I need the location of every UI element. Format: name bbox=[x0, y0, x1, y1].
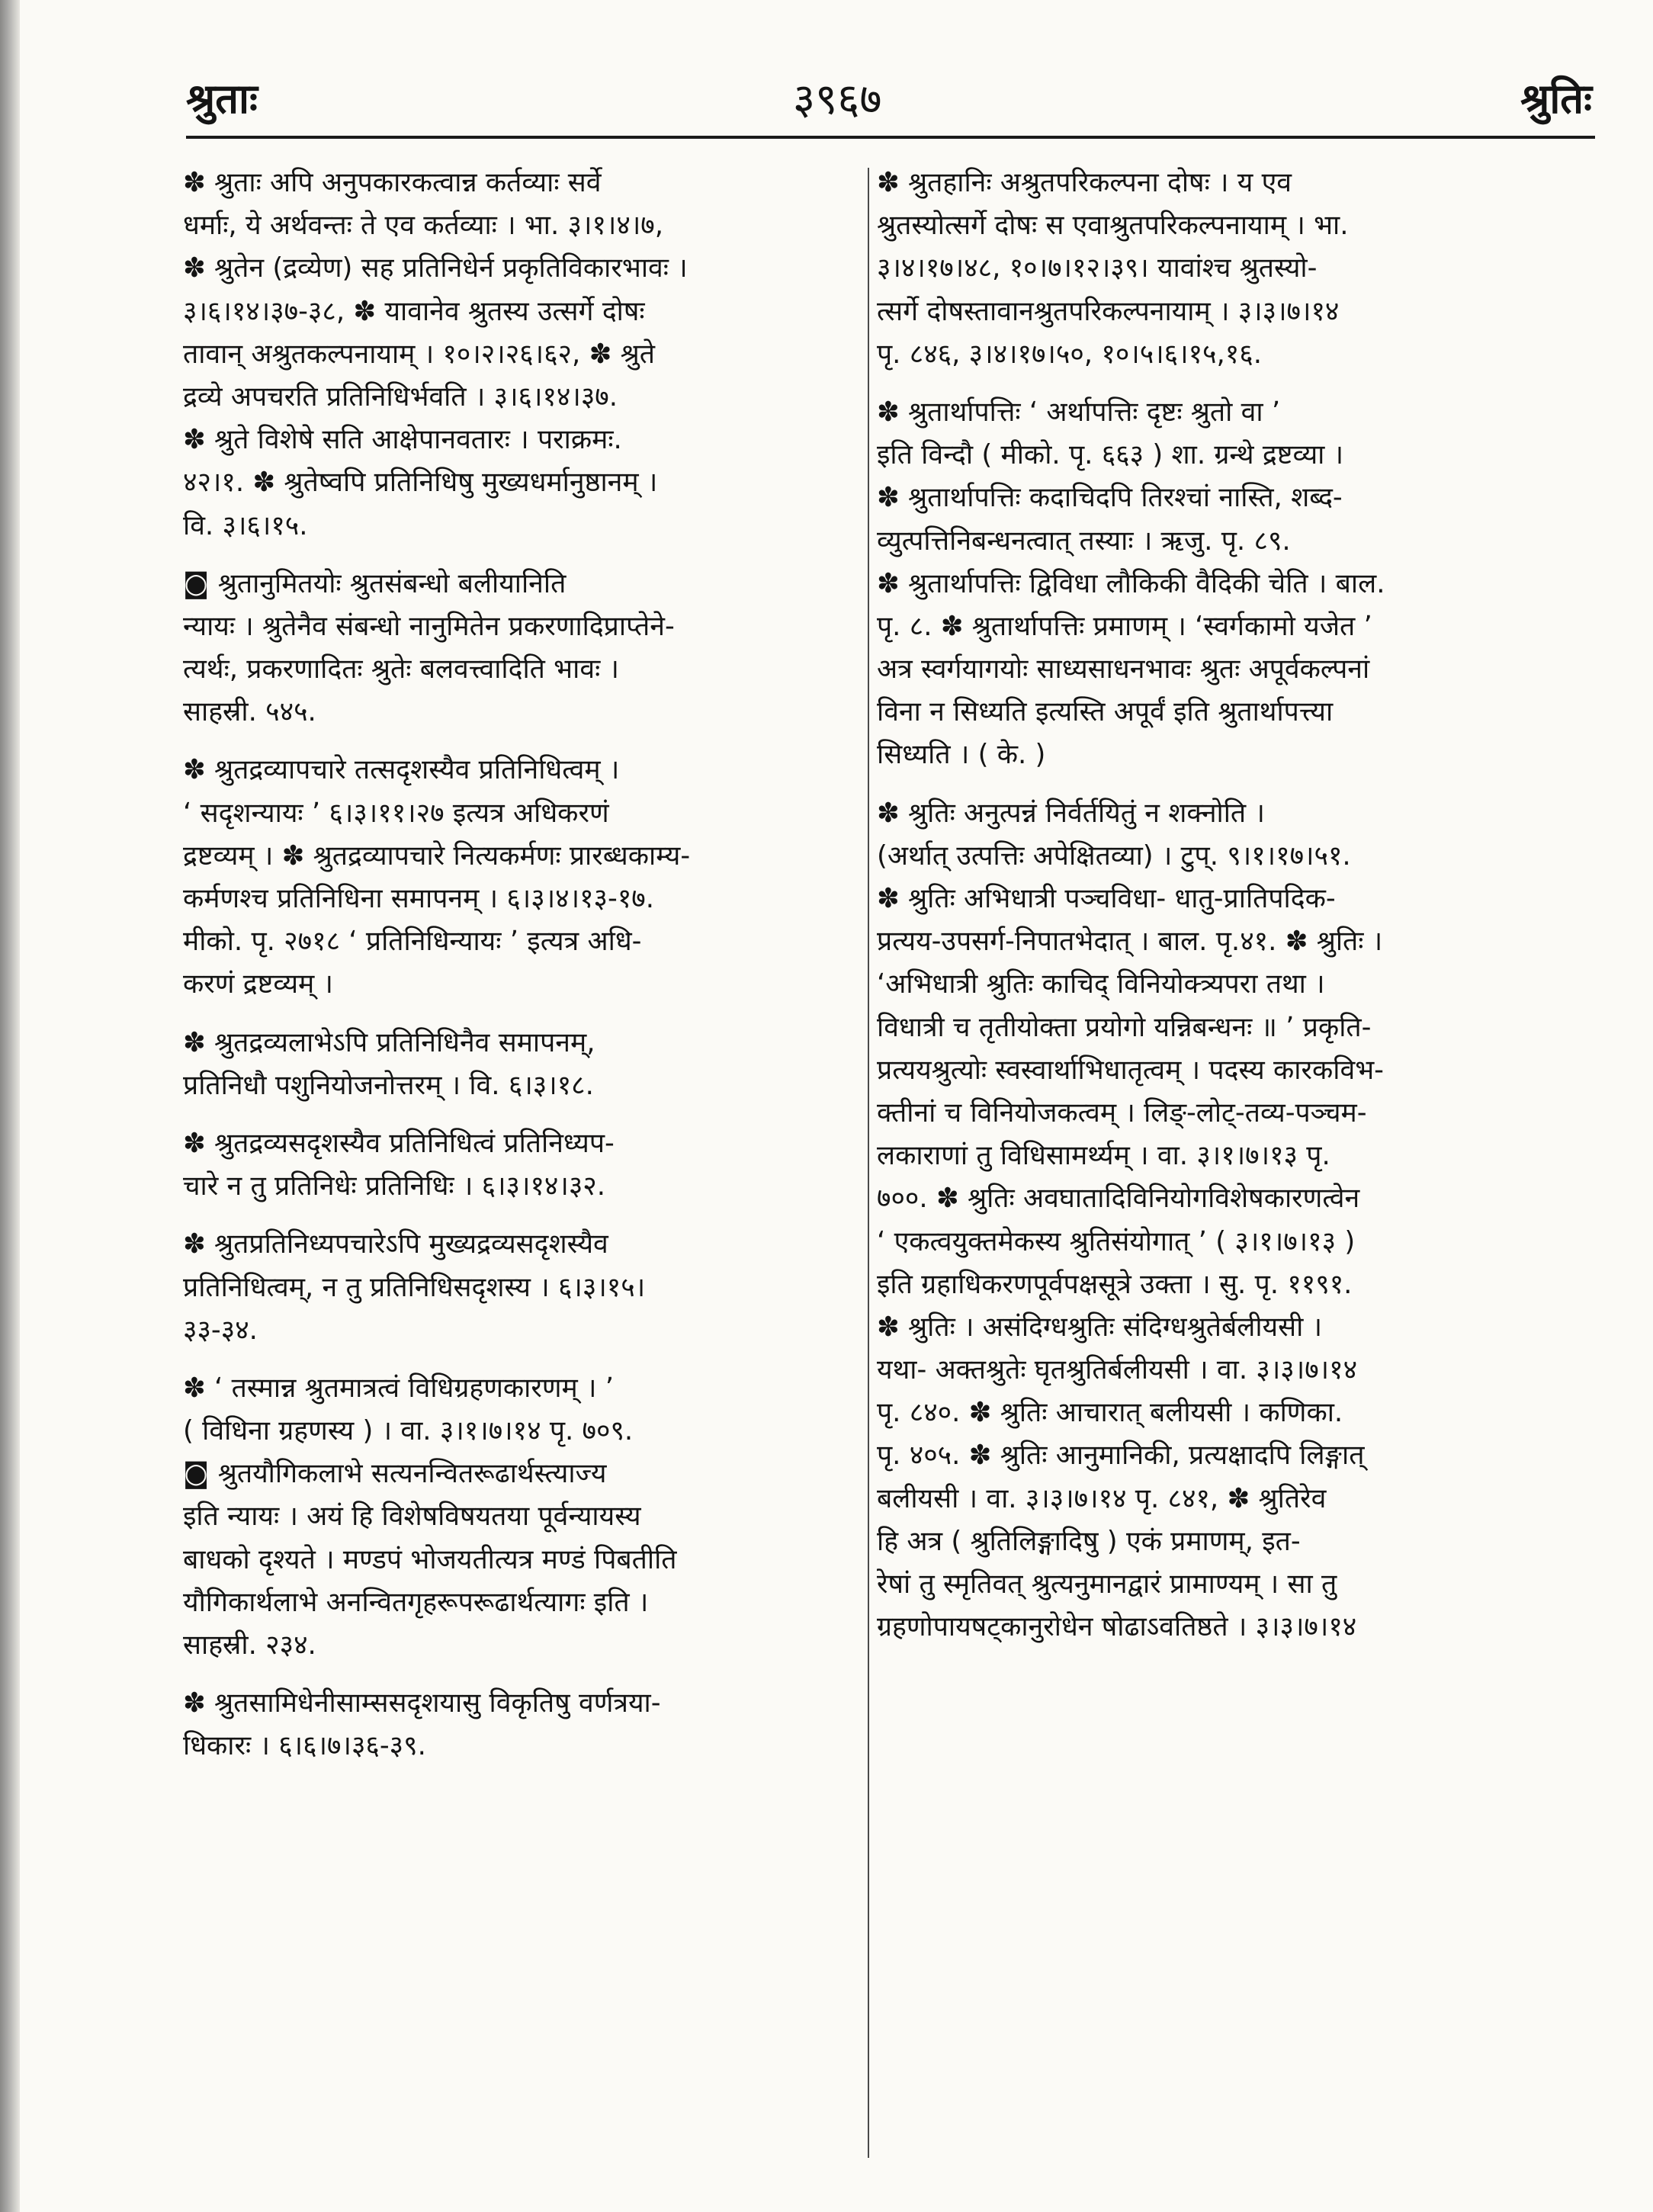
entry-gap bbox=[183, 1006, 871, 1022]
text-line: ✽ श्रुतिः । असंदिग्धश्रुतिः संदिग्धश्रुतेर्बलीयसी । bbox=[877, 1311, 1323, 1343]
text-line: (अर्थात् उत्पत्तिः अपेक्षितव्या) । टुप्. ९।१।१७।५१. bbox=[877, 840, 1351, 872]
text-line: न्यायः । श्रुतेनैव संबन्धो नानुमितेन प्रकरणादिप्राप्तेने- bbox=[183, 610, 675, 642]
text-line: ४२।१. ✽ श्रुतेष्वपि प्रतिनिधिषु मुख्यधर्मानुष्ठानम् । bbox=[183, 467, 658, 499]
text-line: तावान् अश्रुतकल्पनायाम् । १०।२।२६।६२, ✽ श्रुते bbox=[183, 338, 655, 370]
text-line: धर्माः, ये अर्थवन्तः ते एव कर्तव्याः । भा. ३।१।४।७, bbox=[183, 210, 664, 242]
page-number: ३९६७ bbox=[793, 75, 882, 124]
text-line: इति न्यायः । अयं हि विशेषविषयतया पूर्वन्यायस्य bbox=[183, 1501, 641, 1533]
text-line: ✽ श्रुतेन (द्रव्येण) सह प्रतिनिधेर्न प्रकृतिविकारभावः । bbox=[183, 252, 688, 284]
entry-gap bbox=[183, 1667, 871, 1682]
text-line: श्रुतस्योत्सर्गे दोषः स एवाश्रुतपरिकल्पनायाम् । भा. bbox=[877, 210, 1349, 242]
entry-gap bbox=[877, 376, 1577, 391]
text-line: पृ. ८४६, ३।४।१७।५०, १०।५।६।१५,१६. bbox=[877, 338, 1262, 370]
text-line: ✽ श्रुतसामिधेनीसाम्ससदृशयासु विकृतिषु वर्णत्रया- bbox=[183, 1687, 661, 1719]
text-line: चारे न तु प्रतिनिधेः प्रतिनिधिः । ६।३।१४।३२. bbox=[183, 1170, 606, 1202]
text-line: ३३-३४. bbox=[183, 1314, 258, 1346]
text-line: इति ग्रहाधिकरणपूर्वपक्षसूत्रे उक्ता । सु. पृ. ११९१. bbox=[877, 1268, 1353, 1300]
text-line: इति विन्दौ ( मीको. पृ. ६६३ ) शा. ग्रन्थे द्रष्टव्या । bbox=[877, 439, 1344, 471]
text-line: ग्रहणोपायषट्कानुरोधेन षोढाऽवतिष्ठते । ३।३।७।१४ bbox=[877, 1611, 1357, 1643]
text-line: त्सर्गे दोषस्तावानश्रुतपरिकल्पनायाम् । ३।३।७।१४ bbox=[877, 295, 1340, 327]
left-guide-word: श्रुताः bbox=[186, 75, 258, 123]
right-column bbox=[877, 162, 1577, 1649]
left-column bbox=[183, 162, 871, 1768]
text-line: पृ. ८. ✽ श्रुतार्थापत्तिः प्रमाणम् । ‘स्वर्गकामो यजेत ’ bbox=[877, 610, 1372, 642]
text-line: अत्र स्वर्गयागयोः साध्यसाधनभावः श्रुतः अपूर्वकल्पनां bbox=[877, 653, 1370, 685]
text-line: साहस्री. २३४. bbox=[183, 1629, 316, 1661]
scan-binding-edge bbox=[0, 0, 20, 2212]
text-line: ✽ श्रुतद्रव्यापचारे तत्सदृशस्यैव प्रतिनिधित्वम् । bbox=[183, 754, 620, 786]
text-line: हि अत्र ( श्रुतिलिङ्गादिषु ) एकं प्रमाणम्, इत- bbox=[877, 1525, 1301, 1557]
text-line: क्तीनां च विनियोजकत्वम् । लिङ्-लोट्-तव्य-पञ्चम- bbox=[877, 1096, 1367, 1128]
text-line: त्यर्थः, प्रकरणादितः श्रुतेः बलवत्त्वादिति भावः । bbox=[183, 653, 619, 685]
text-line: प्रतिनिधौ पशुनियोजनोत्तरम् । वि. ६।३।१८. bbox=[183, 1069, 594, 1101]
text-line: ✽ श्रुतार्थापत्तिः ‘ अर्थापत्तिः दृष्टः श्रुतो वा ’ bbox=[877, 396, 1281, 428]
text-line: ✽ श्रुताः अपि अनुपकारकत्वान्न कर्तव्याः सर्वे bbox=[183, 167, 602, 198]
text-line: ३।४।१७।४८, १०।७।१२।३९। यावांश्च श्रुतस्यो- bbox=[877, 252, 1318, 284]
text-line: विधात्री च तृतीयोक्ता प्रयोगो यन्निबन्धनः ॥ ’ प्रकृति- bbox=[877, 1011, 1372, 1043]
text-line: करणं द्रष्टव्यम् । bbox=[183, 968, 334, 1000]
text-line: ३।६।१४।३७-३८, ✽ यावानेव श्रुतस्य उत्सर्गे दोषः bbox=[183, 295, 645, 327]
entry-gap bbox=[183, 547, 871, 563]
text-line: ✽ श्रुतद्रव्यलाभेऽपि प्रतिनिधिनैव समापनम्, bbox=[183, 1026, 595, 1058]
text-line: लकाराणां तु विधिसामर्थ्यम् । वा. ३।१।७।१३ पृ. bbox=[877, 1140, 1330, 1172]
text-line: ‘अभिधात्री श्रुतिः काचिद् विनियोक्त्र्यपरा तथा । bbox=[877, 968, 1325, 1000]
text-line: कर्मणश्च प्रतिनिधिना समापनम् । ६।३।४।१३-१७. bbox=[183, 883, 655, 914]
entry-gap bbox=[183, 1352, 871, 1367]
text-line: ✽ श्रुतार्थापत्तिः द्विविधा लौकिकी वैदिकी चेति । बाल. bbox=[877, 567, 1385, 599]
text-line: ✽ श्रुतद्रव्यसदृशस्यैव प्रतिनिधित्वं प्रतिनिध्यप- bbox=[183, 1127, 615, 1159]
text-line: ‘ सदृशन्यायः ’ ६।३।११।२७ इत्यत्र अधिकरणं bbox=[183, 797, 609, 829]
text-line: ✽ श्रुतार्थापत्तिः कदाचिदपि तिरश्चां नास्ति, शब्द- bbox=[877, 482, 1343, 514]
text-line: पृ. ८४०. ✽ श्रुतिः आचारात् बलीयसी । कणिका. bbox=[877, 1397, 1343, 1429]
text-line: वि. ३।६।१५. bbox=[183, 509, 308, 541]
entry-gap bbox=[183, 1208, 871, 1223]
entry-gap bbox=[183, 734, 871, 749]
text-line: ✽ श्रुतप्रतिनिध्यपचारेऽपि मुख्यद्रव्यसदृशस्यैव bbox=[183, 1228, 608, 1260]
text-line: ◙ श्रुतयौगिकलाभे सत्यनन्वितरूढार्थस्त्याज्य bbox=[183, 1458, 607, 1490]
text-line: द्रष्टव्यम् । ✽ श्रुतद्रव्यापचारे नित्यकर्मणः प्रारब्धकाम्य- bbox=[183, 840, 691, 872]
text-line: ✽ श्रुतिः अभिधात्री पञ्चविधा- धातु-प्रातिपदिक- bbox=[877, 883, 1336, 914]
text-line: बलीयसी । वा. ३।३।७।१४ पृ. ८४१, ✽ श्रुतिरेव bbox=[877, 1482, 1327, 1514]
entry-gap bbox=[183, 1107, 871, 1122]
text-line: द्रव्ये अपचरति प्रतिनिधिर्भवति । ३।६।१४।३७. bbox=[183, 380, 618, 413]
text-line: ✽ श्रुते विशेषे सति आक्षेपानवतारः । पराक्रमः. bbox=[183, 424, 622, 456]
right-guide-word: श्रुतिः bbox=[1520, 75, 1592, 123]
text-line: ‘ एकत्वयुक्तमेकस्य श्रुतिसंयोगात् ’ ( ३।१।७।१३ ) bbox=[877, 1225, 1356, 1257]
header-rule bbox=[186, 136, 1595, 139]
text-line: प्रत्यय-उपसर्ग-निपातभेदात् । बाल. पृ.४१. ✽ श्रुतिः । bbox=[877, 926, 1383, 958]
text-line: मीको. पृ. २७१८ ‘ प्रतिनिधिन्यायः ’ इत्यत्र अधि- bbox=[183, 926, 642, 958]
text-line: पृ. ४०५. ✽ श्रुतिः आनुमानिकी, प्रत्यक्षादपि लिङ्गात् bbox=[877, 1440, 1365, 1472]
text-line: व्युत्पत्तिनिबन्धनत्वात् तस्याः । ऋजु. पृ. ८९. bbox=[877, 525, 1291, 557]
text-line: प्रतिनिधित्वम्, न तु प्रतिनिधिसदृशस्य । ६।३।१५। bbox=[183, 1271, 646, 1303]
text-line: सिध्यति । ( के. ) bbox=[877, 739, 1046, 771]
text-line: ( विधिना ग्रहणस्य ) । वा. ३।१।७।१४ पृ. ७०९. bbox=[183, 1415, 634, 1447]
text-line: ✽ ‘ तस्मान्न श्रुतमात्रत्वं विधिग्रहणकारणम् । ’ bbox=[183, 1372, 615, 1404]
running-header bbox=[0, 69, 1653, 130]
text-line: साहस्री. ५४५. bbox=[183, 696, 316, 728]
text-line: रेषां तु स्मृतिवत् श्रुत्यनुमानद्वारं प्रामाण्यम् । सा तु bbox=[877, 1568, 1337, 1600]
entry-gap bbox=[877, 777, 1577, 792]
text-line: धिकारः । ६।६।७।३६-३९. bbox=[183, 1730, 426, 1762]
text-line: यौगिकार्थलाभे अनन्वितगृहरूपरूढार्थत्यागः इति । bbox=[183, 1586, 649, 1618]
text-line: विना न सिध्यति इत्यस्ति अपूर्वं इति श्रुतार्थापत्त्या bbox=[877, 696, 1334, 728]
text-line: ✽ श्रुतिः अनुत्पन्नं निर्वर्तयितुं न शक्नोति । bbox=[877, 797, 1265, 829]
column-divider bbox=[868, 168, 869, 2158]
text-line: प्रत्ययश्रुत्योः स्वस्वार्थाभिधातृत्वम् । पदस्य कारकविभ- bbox=[877, 1054, 1384, 1086]
text-line: बाधको दृश्यते । मण्डपं भोजयतीत्यत्र मण्डं पिबतीति bbox=[183, 1543, 677, 1575]
text-line: ◙ श्रुतानुमितयोः श्रुतसंबन्धो बलीयानिति bbox=[183, 567, 567, 599]
text-line: ✽ श्रुतहानिः अश्रुतपरिकल्पना दोषः । य एव bbox=[877, 167, 1292, 198]
text-line: ७००. ✽ श्रुतिः अवघातादिविनियोगविशेषकारणत्वेन bbox=[877, 1183, 1360, 1215]
text-line: यथा- अक्तश्रुतेः घृतश्रुतिर्बलीयसी । वा. ३।३।७।१४ bbox=[877, 1354, 1358, 1386]
